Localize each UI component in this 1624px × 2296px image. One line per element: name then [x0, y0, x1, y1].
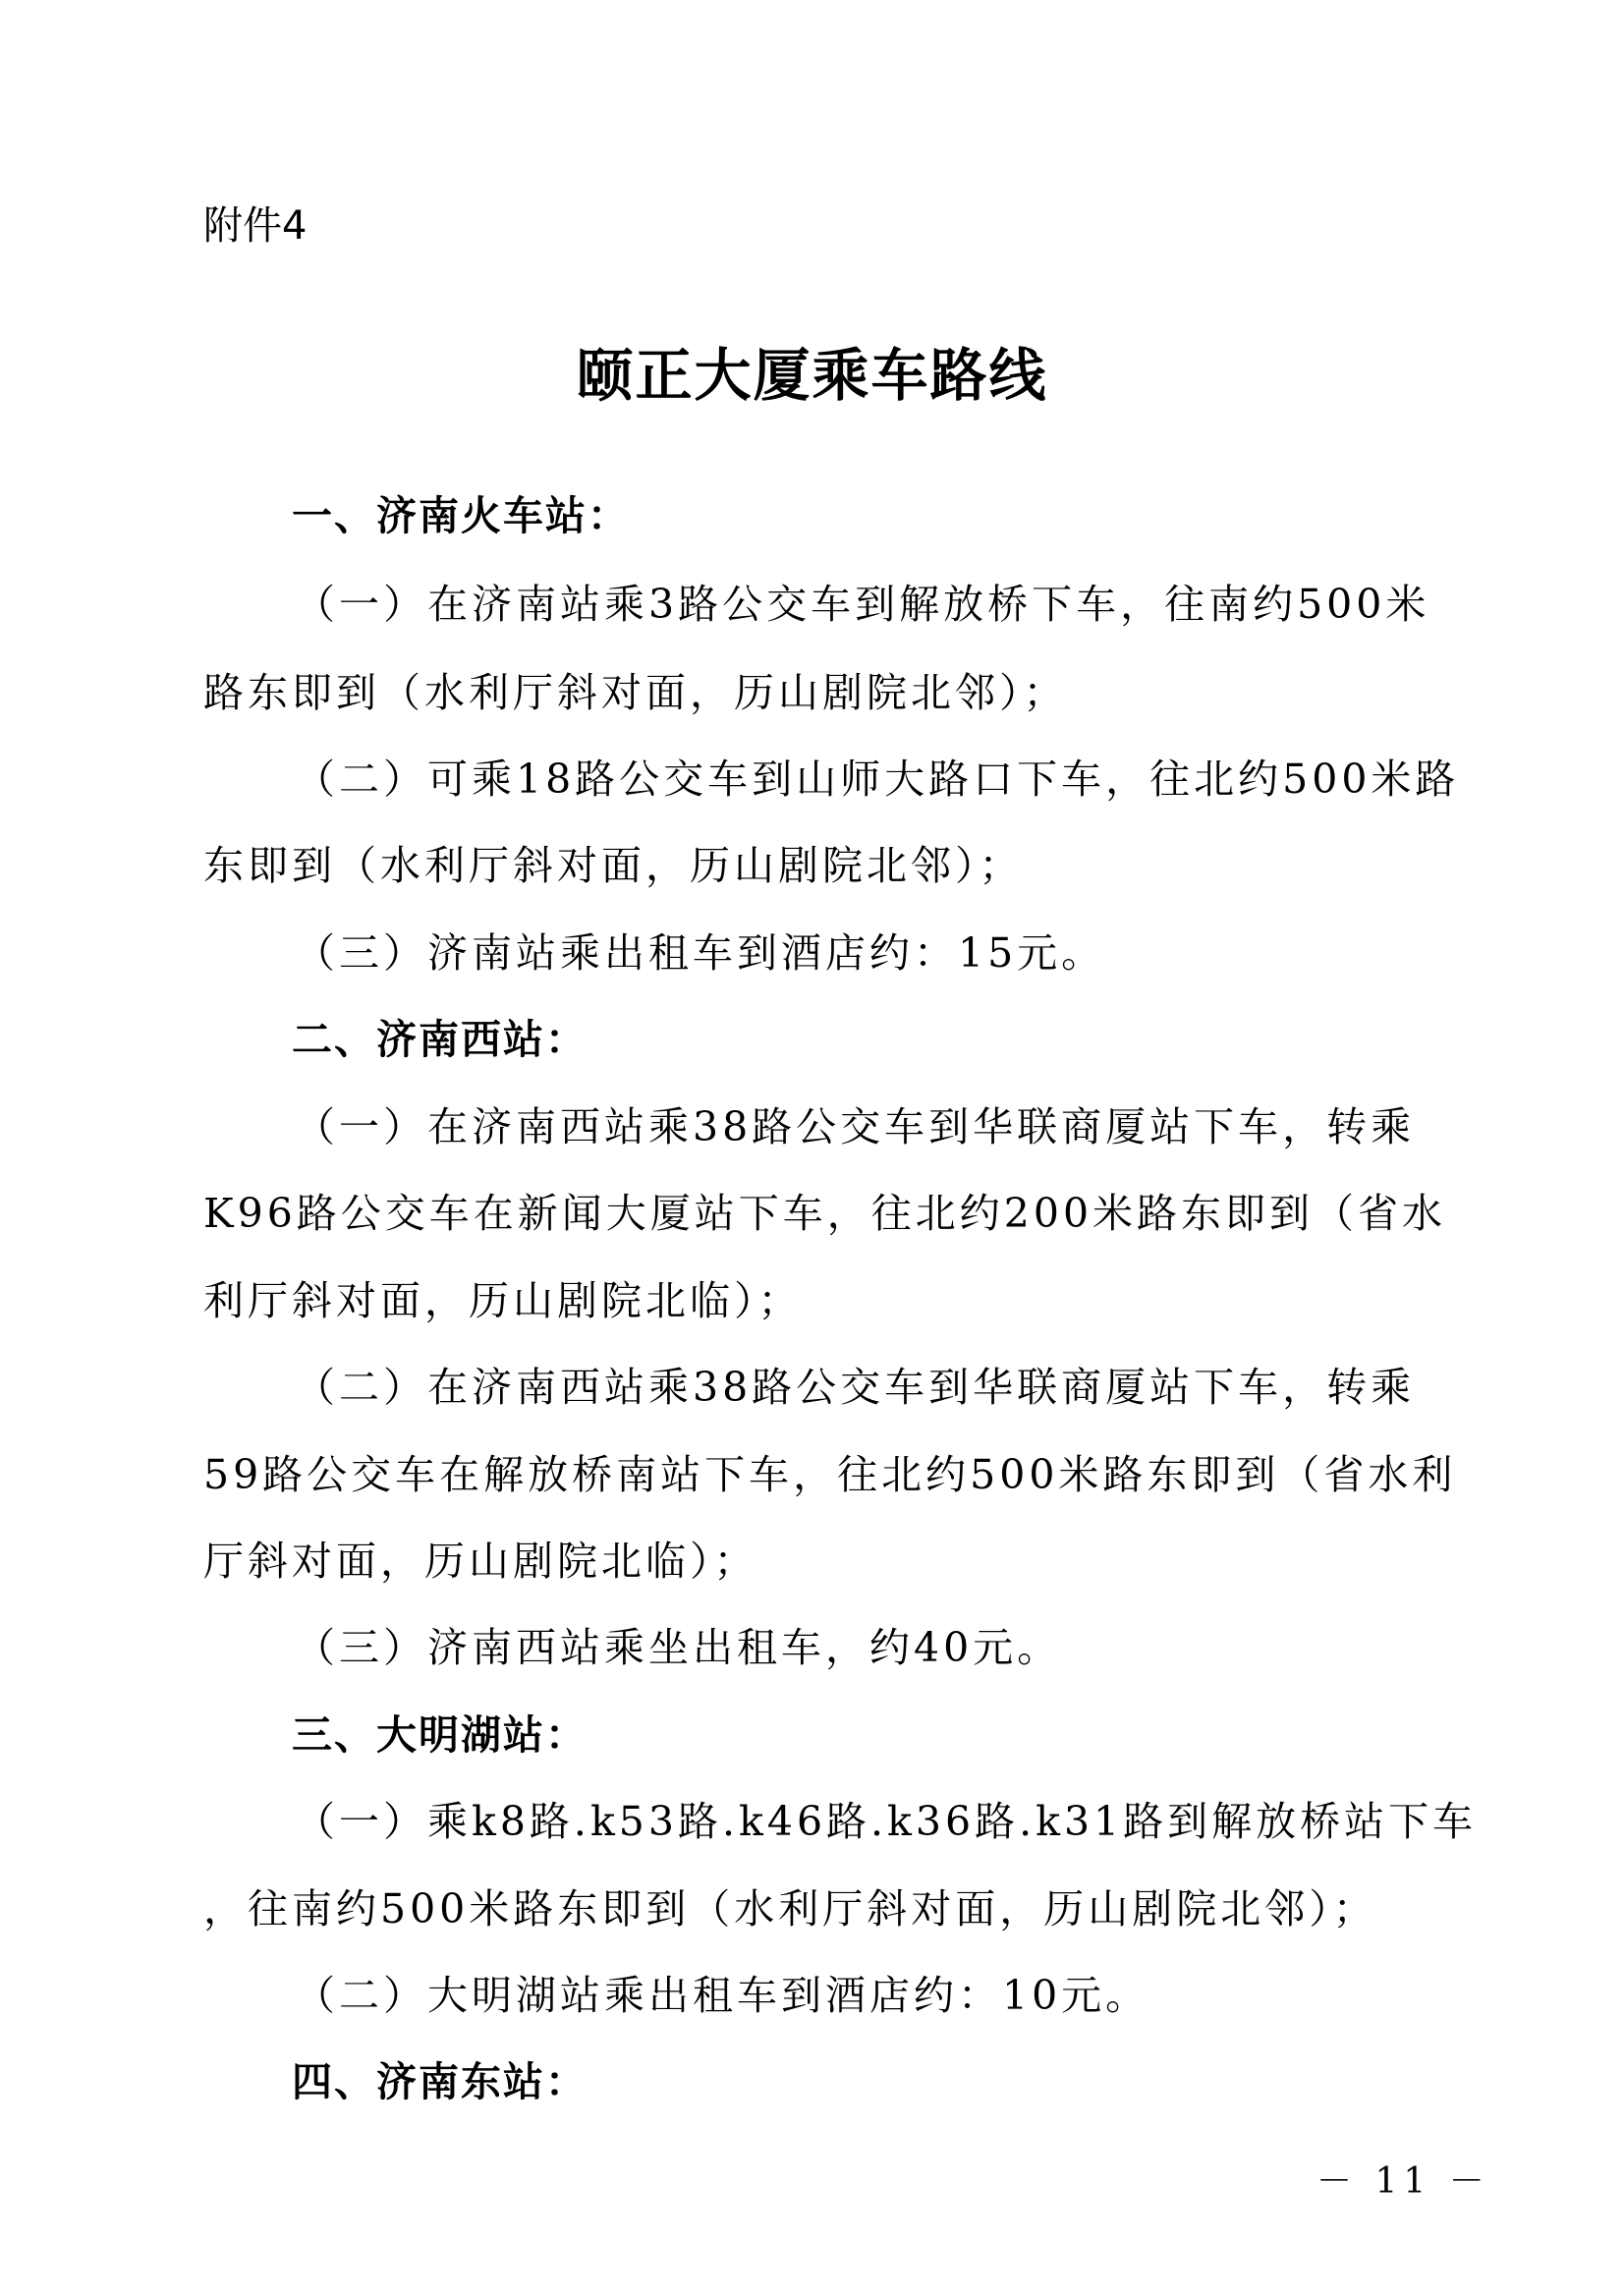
paragraph-line: 利厅斜对面，历山剧院北临）；	[203, 1277, 803, 1324]
paragraph-line: K96路公交车在新闻大厦站下车，往北约200米路东即到（省水	[203, 1190, 1447, 1237]
paragraph-line: （二）在济南西站乘38路公交车到华联商厦站下车，转乘	[295, 1364, 1416, 1411]
page-title: 颐正大厦乘车路线	[576, 342, 1048, 409]
paragraph-line: （二）可乘18路公交车到山师大路口下车，往北约500米路	[295, 756, 1460, 803]
section-heading-jinan-station: 一、济南火车站：	[292, 492, 630, 539]
section-heading-jinan-east-station: 四、济南东站：	[292, 2058, 588, 2105]
attachment-label: 附件4	[203, 203, 308, 249]
section-heading-jinan-west-station: 二、济南西站：	[292, 1016, 588, 1063]
page-number: － 11 －	[1316, 2161, 1490, 2202]
paragraph-line: （一）在济南站乘3路公交车到解放桥下车，往南约500米	[295, 581, 1430, 628]
paragraph-line: （三）济南西站乘坐出租车，约40元。	[295, 1624, 1062, 1671]
section-heading-daminghu-station: 三、大明湖站：	[292, 1711, 588, 1759]
paragraph-line: 路东即到（水利厅斜对面，历山剧院北邻）；	[203, 669, 1068, 716]
paragraph-line: 东即到（水利厅斜对面，历山剧院北邻）；	[203, 842, 1024, 889]
paragraph-line: （三）济南站乘出租车到酒店约：15元。	[295, 929, 1106, 977]
paragraph-line: （二）大明湖站乘出租车到酒店约：10元。	[295, 1972, 1150, 2019]
paragraph-line: （一）乘k8路.k53路.k46路.k36路.k31路到解放桥站下车	[295, 1798, 1478, 1845]
paragraph-line: （一）在济南西站乘38路公交车到华联商厦站下车，转乘	[295, 1103, 1416, 1150]
paragraph-line: 59路公交车在解放桥南站下车，往北约500米路东即到（省水利	[203, 1451, 1457, 1498]
paragraph-line: 厅斜对面，历山剧院北临）；	[203, 1538, 758, 1585]
paragraph-line: ，往南约500米路东即到（水利厅斜对面，历山剧院北邻）；	[203, 1885, 1377, 1932]
